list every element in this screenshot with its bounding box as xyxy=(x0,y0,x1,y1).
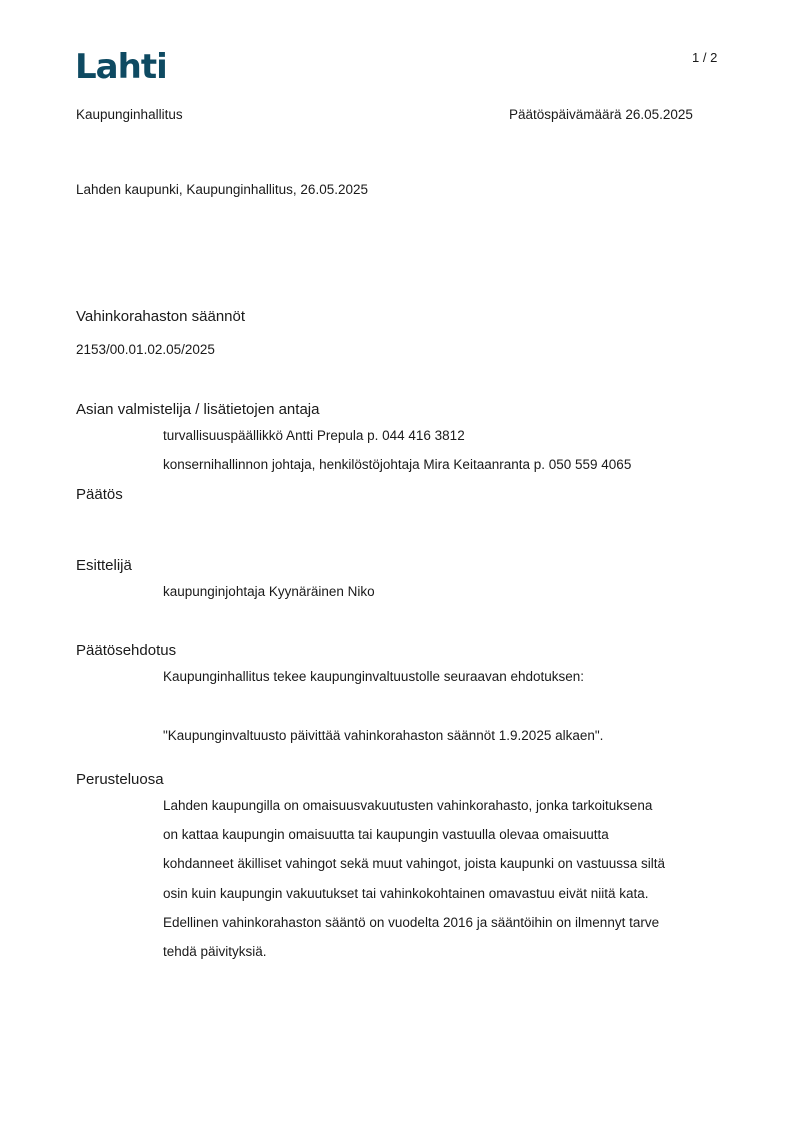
meeting-line: Lahden kaupunki, Kaupunginhallitus, 26.05.2025 xyxy=(76,182,368,197)
page-number: 1 / 2 xyxy=(692,50,718,65)
organization-label: Kaupunginhallitus xyxy=(76,107,183,122)
lahti-logo-mark xyxy=(75,48,167,82)
case-number: 2153/00.01.02.05/2025 xyxy=(76,342,215,357)
decision-date: Päätöspäivämäärä 26.05.2025 xyxy=(509,107,693,122)
rationale-line: osin kuin kaupungin vakuutukset tai vahinkokohtainen omavastuu eivät niitä kata. xyxy=(163,885,649,901)
proposal-heading: Päätösehdotus xyxy=(76,642,177,659)
rationale-paragraph xyxy=(163,791,665,966)
document-title: Vahinkorahaston säännöt xyxy=(76,308,246,325)
lahti-logo xyxy=(75,48,167,87)
preparer-heading: Asian valmistelija / lisätietojen antaja xyxy=(76,401,320,418)
preparer-2: konsernihallinnon johtaja, henkilöstöjohtaja Mira Keitaanranta p. 050 559 4065 xyxy=(163,457,632,472)
proposal-intro: Kaupunginhallitus tekee kaupunginvaltuustolle seuraavan ehdotuksen: xyxy=(163,669,585,684)
proposal-quote: "Kaupunginvaltuusto päivittää vahinkorahaston säännöt 1.9.2025 alkaen". xyxy=(163,728,604,743)
rationale-heading: Perusteluosa xyxy=(76,771,164,788)
rationale-line: on kattaa kaupungin omaisuutta tai kaupungin vastuulla olevaa omaisuutta xyxy=(163,827,609,843)
decision-heading: Päätös xyxy=(76,486,123,503)
rationale-line: kohdanneet äkilliset vahingot sekä muut vahingot, joista kaupunki on vastuussa siltä xyxy=(163,856,666,872)
rationale-line: Lahden kaupungilla on omaisuusvakuutusten vahinkorahasto, jonka tarkoituksena xyxy=(163,798,653,813)
logo-text: Lahti xyxy=(75,48,167,82)
rationale-line: Edellinen vahinkorahaston sääntö on vuodelta 2016 ja sääntöihin on ilmennyt tarve xyxy=(163,914,660,930)
preparer-1: turvallisuuspäällikkö Antti Prepula p. 044 416 3812 xyxy=(163,428,465,443)
rationale-line: tehdä päivityksiä. xyxy=(163,944,267,960)
presenter-heading: Esittelijä xyxy=(76,557,132,574)
presenter-name: kaupunginjohtaja Kyynäräinen Niko xyxy=(163,584,375,599)
